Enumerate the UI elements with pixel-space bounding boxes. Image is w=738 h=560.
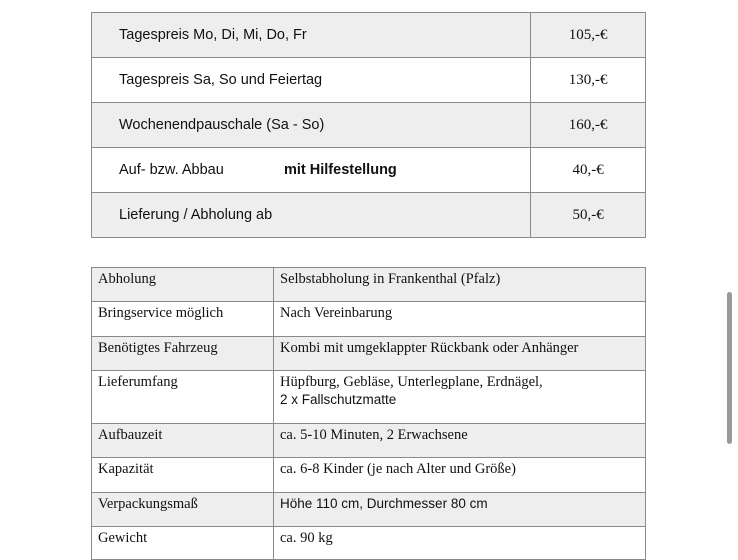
price-label-emphasis: mit Hilfestellung	[284, 162, 397, 178]
details-value: ca. 6-8 Kinder (je nach Alter und Größe)	[274, 458, 646, 493]
details-key: Verpackungsmaß	[92, 493, 274, 527]
price-value: 130,-€	[531, 58, 646, 103]
details-row	[92, 302, 646, 337]
price-label: Auf- bzw. Abbau	[119, 162, 224, 178]
details-value: ca. 5-10 Minuten, 2 Erwachsene	[274, 424, 646, 458]
price-label: Tagespreis Sa, So und Feiertag	[92, 58, 531, 103]
details-row	[92, 268, 646, 302]
details-key: Benötigtes Fahrzeug	[92, 337, 274, 371]
details-key: Aufbauzeit	[92, 424, 274, 458]
details-key: Abholung	[92, 268, 274, 302]
price-row	[92, 148, 646, 193]
details-value: ca. 90 kg	[274, 527, 646, 560]
price-row	[92, 58, 646, 103]
price-value: 105,-€	[531, 13, 646, 58]
price-row	[92, 193, 646, 238]
price-label: Tagespreis Mo, Di, Mi, Do, Fr	[92, 13, 531, 58]
details-row	[92, 337, 646, 371]
price-table	[91, 12, 646, 238]
price-row	[92, 13, 646, 58]
details-value: Kombi mit umgeklappter Rückbank oder Anhänger	[274, 337, 646, 371]
price-value: 40,-€	[531, 148, 646, 193]
details-row	[92, 458, 646, 493]
details-row	[92, 424, 646, 458]
details-value: Selbstabholung in Frankenthal (Pfalz)	[274, 268, 646, 302]
price-label-cell	[92, 148, 531, 193]
price-label: Wochenendpauschale (Sa - So)	[92, 103, 531, 148]
details-value-cell	[274, 371, 646, 424]
details-key: Bringservice möglich	[92, 302, 274, 337]
details-key: Gewicht	[92, 527, 274, 560]
details-table	[91, 267, 646, 560]
vertical-scrollbar[interactable]	[727, 292, 732, 444]
price-row	[92, 103, 646, 148]
price-value: 160,-€	[531, 103, 646, 148]
details-value: Hüpfburg, Gebläse, Unterlegplane, Erdnägel,	[280, 374, 543, 390]
details-value: Nach Vereinbarung	[274, 302, 646, 337]
price-label: Lieferung / Abholung ab	[92, 193, 531, 238]
details-key: Lieferumfang	[92, 371, 274, 424]
details-key: Kapazität	[92, 458, 274, 493]
details-row	[92, 527, 646, 560]
price-value: 50,-€	[531, 193, 646, 238]
details-value: Höhe 110 cm, Durchmesser 80 cm	[274, 493, 646, 527]
details-row	[92, 493, 646, 527]
details-row	[92, 371, 646, 424]
details-value-line2: 2 x Fallschutzmatte	[280, 392, 397, 407]
